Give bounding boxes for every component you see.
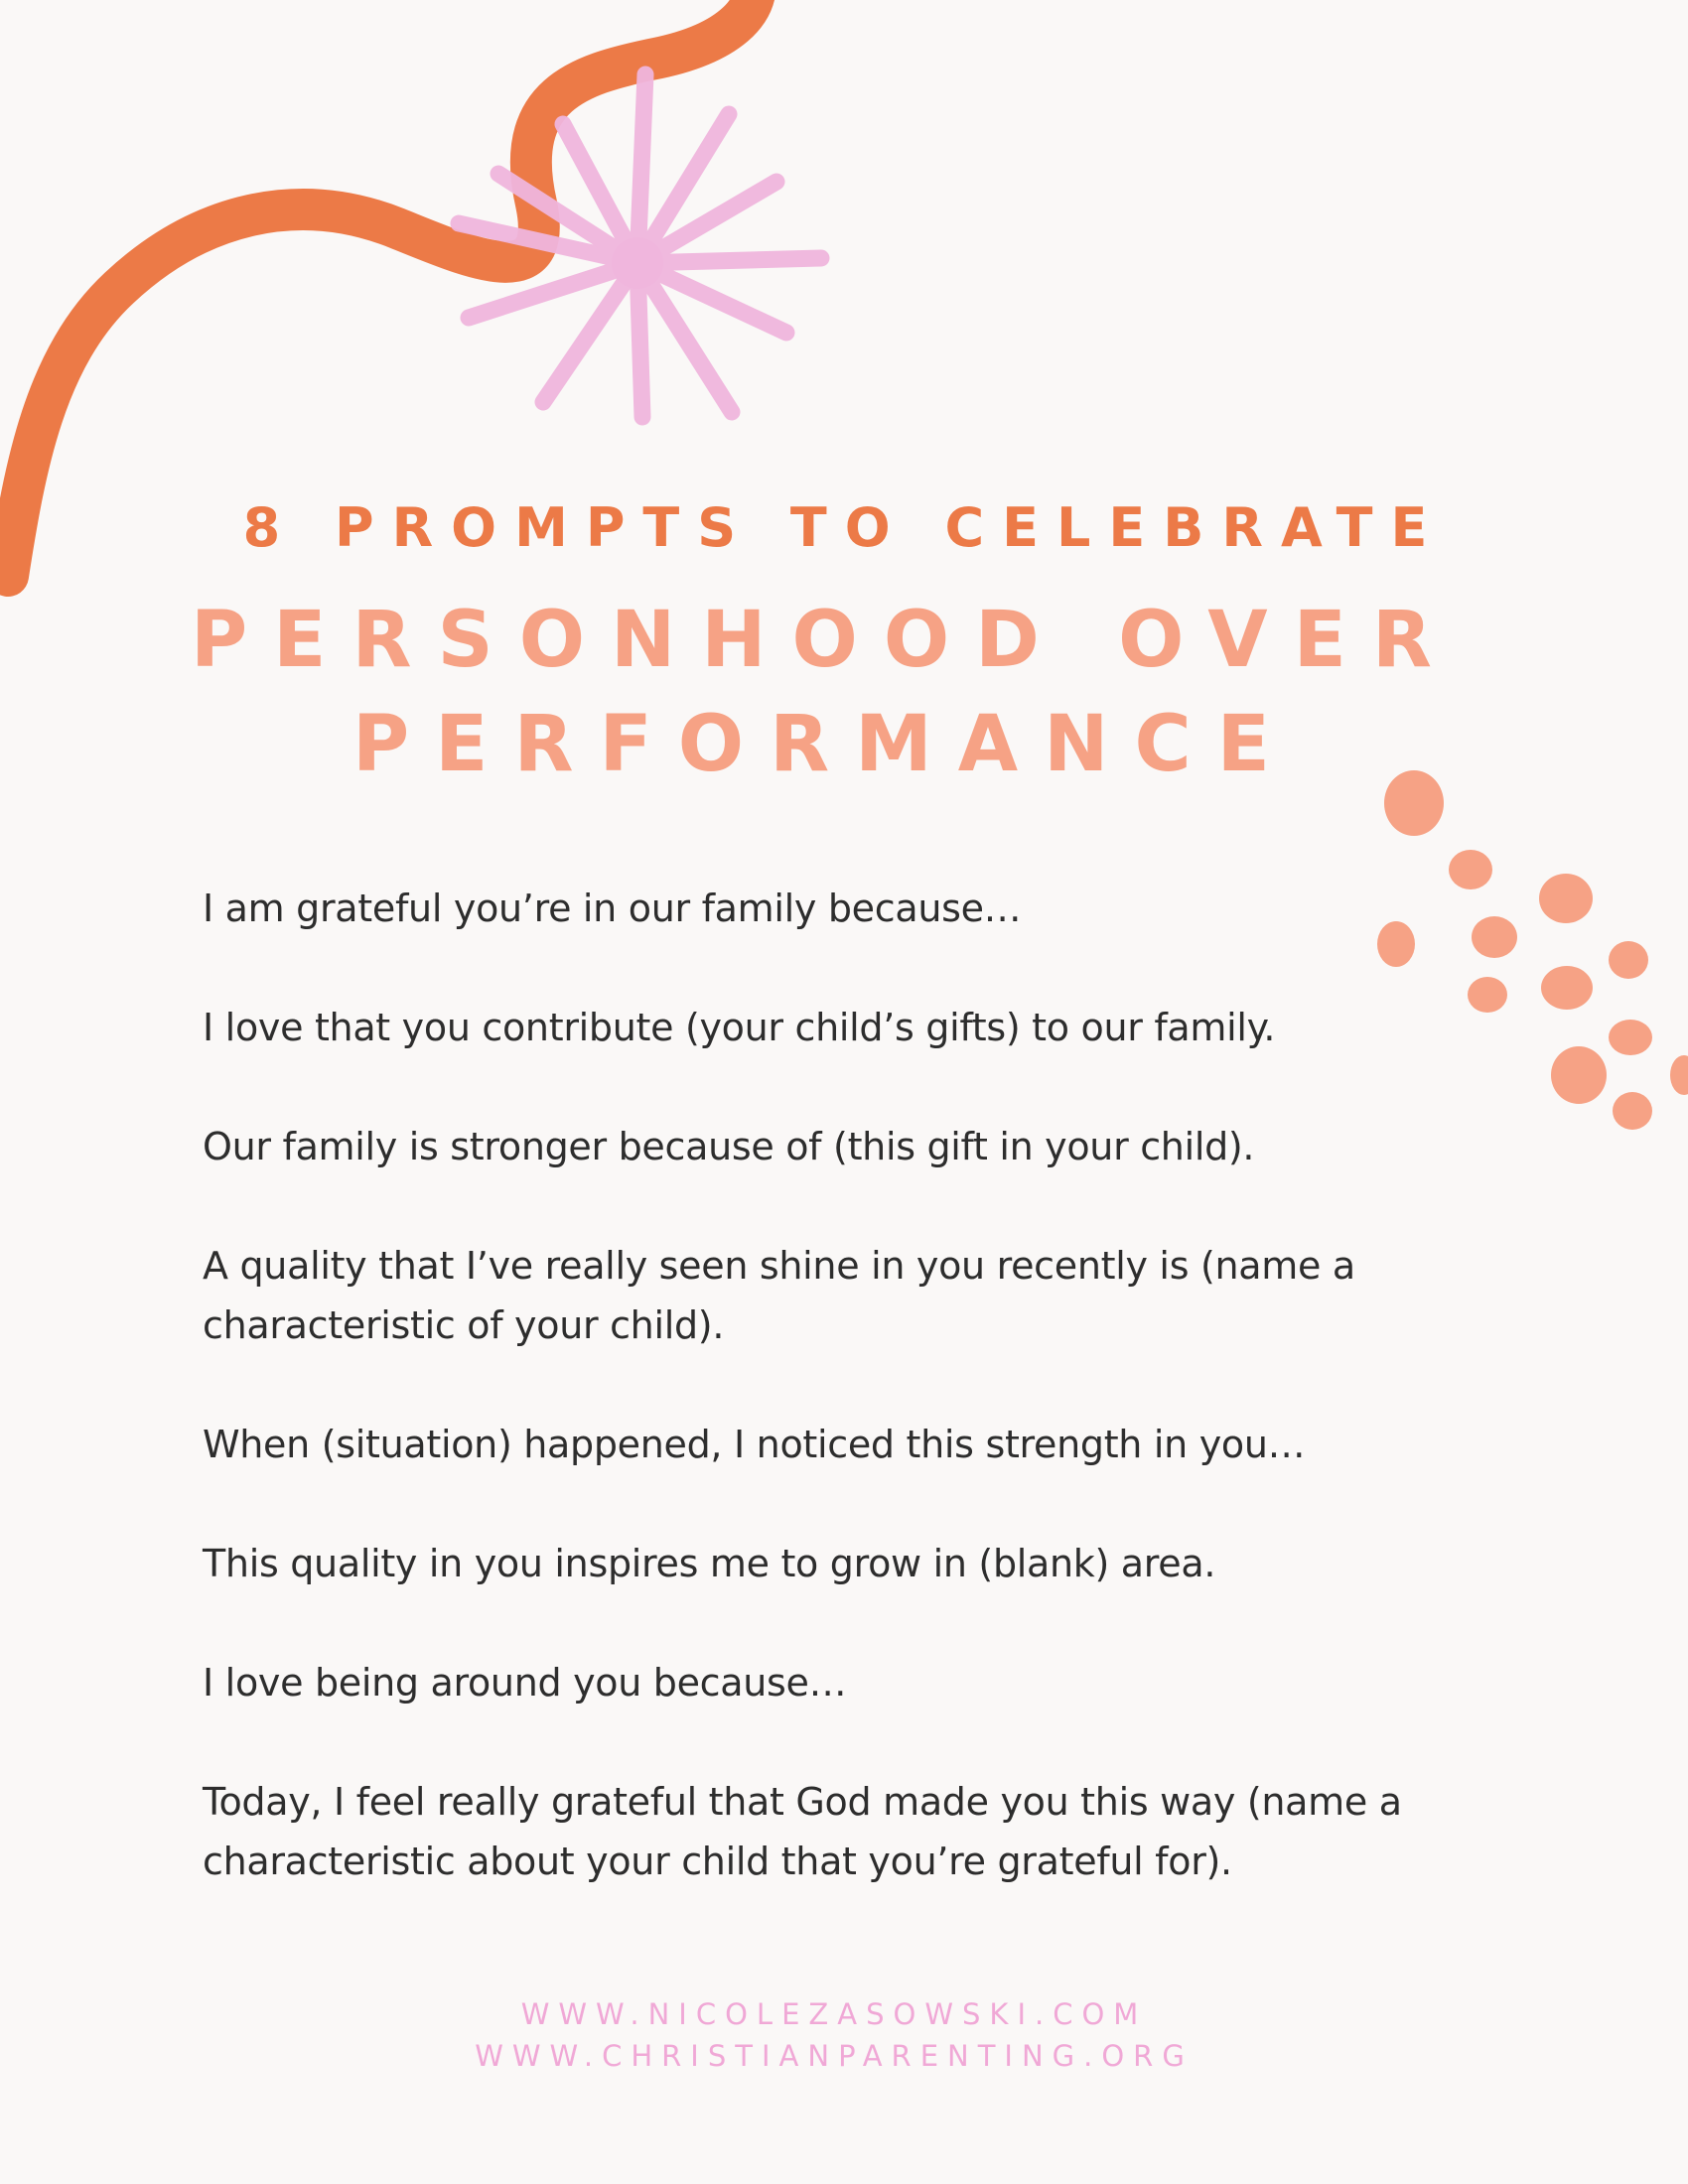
prompt-item: I am grateful you’re in our family because…	[203, 887, 1022, 930]
title-line-2: PERFORMANCE	[352, 700, 1296, 789]
prompt-item: A quality that I’ve really seen shine in you recently is (name a characteristic of your child).	[203, 1244, 1355, 1347]
prompt-item: When (situation) happened, I noticed this strength in you…	[203, 1423, 1306, 1466]
prompt-list	[203, 879, 1513, 1951]
title-line-1: PERSONHOOD OVER	[191, 596, 1458, 685]
prompt-item: I love being around you because…	[203, 1661, 847, 1705]
prompt-item: I love that you contribute (your child’s gifts) to our family.	[203, 1006, 1276, 1049]
prompt-item: Our family is stronger because of (this gift in your child).	[203, 1125, 1255, 1168]
prompt-item: Today, I feel really grateful that God made you this way (name a characteristic about your child that you’re grateful for).	[203, 1780, 1402, 1883]
prompt-item: This quality in you inspires me to grow in (blank) area.	[203, 1542, 1216, 1585]
subtitle: 8 PROMPTS TO CELEBRATE	[242, 496, 1446, 559]
footer-website-christianparenting[interactable]: WWW.CHRISTIANPARENTING.ORG	[475, 2039, 1194, 2073]
footer-website-nicolezasowski[interactable]: WWW.NICOLEZASOWSKI.COM	[520, 1997, 1148, 2031]
